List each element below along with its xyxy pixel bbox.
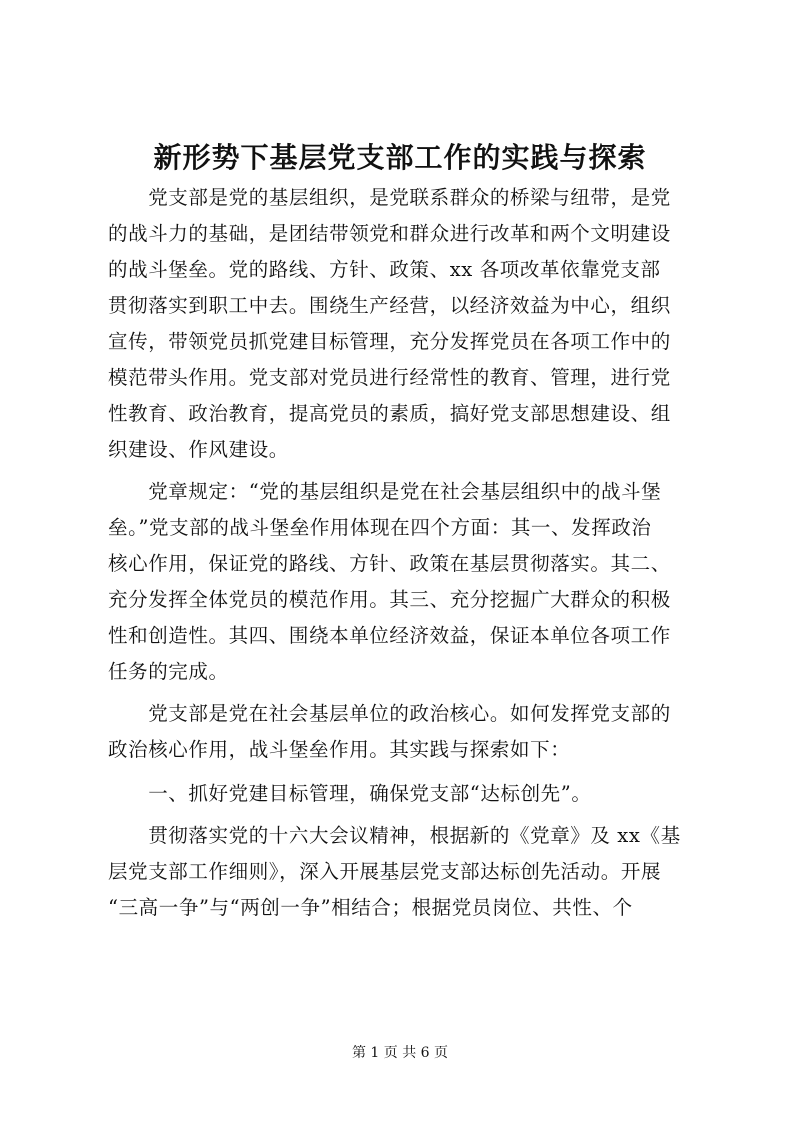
body-line: 性和创造性。其四、围绕本单位经济效益，保证本单位各项工作 (108, 624, 671, 647)
body-line: 垒。”党支部的战斗堡垒作用体现在四个方面：其一、发挥政治 (108, 516, 652, 539)
body-line: 的战斗堡垒。党的路线、方针、政策、xx 各项改革依靠党支部 (108, 258, 661, 281)
body-line: 党支部是党的基层组织，是党联系群众的桥梁与纽带，是党 (108, 186, 671, 209)
document-title: 新形势下基层党支部工作的实践与探索 (153, 141, 647, 174)
body-line: 层党支部工作细则》，深入开展基层党支部达标创先活动。开展 (108, 860, 662, 883)
body-line: 宣传，带领党员抓党建目标管理，充分发挥党员在各项工作中的 (108, 330, 671, 353)
body-line: “三高一争”与“两创一争”相结合；根据党员岗位、共性、个 (108, 896, 633, 919)
body-line: 性教育、政治教育，提高党员的素质，搞好党支部思想建设、组 (108, 402, 671, 425)
body-line: 充分发挥全体党员的模范作用。其三、充分挖掘广大群众的积极 (108, 588, 671, 611)
body-line: 党章规定：“党的基层组织是党在社会基层组织中的战斗堡 (108, 480, 662, 503)
body-line: 贯彻落实到职工中去。围绕生产经营，以经济效益为中心，组织 (108, 294, 671, 317)
page-number-footer: 第 1 页 共 6 页 (351, 1045, 449, 1061)
body-line: 的战斗力的基础，是团结带领党和群众进行改革和两个文明建设 (108, 222, 671, 245)
body-line: 政治核心作用，战斗堡垒作用。其实践与探索如下： (108, 738, 571, 761)
body-line: 党支部是党在社会基层单位的政治核心。如何发挥党支部的 (108, 702, 671, 725)
body-line: 贯彻落实党的十六大会议精神，根据新的《党章》及 xx《基 (108, 824, 681, 847)
body-line: 任务的完成。 (108, 660, 229, 683)
body-line: 模范带头作用。党支部对党员进行经常性的教育、管理，进行党 (108, 366, 671, 389)
section-heading: 一、抓好党建目标管理，确保党支部“达标创先”。 (108, 782, 592, 805)
body-line: 核心作用，保证党的路线、方针、政策在基层贯彻落实。其二、 (108, 552, 671, 575)
body-line: 织建设、作风建设。 (108, 438, 289, 461)
